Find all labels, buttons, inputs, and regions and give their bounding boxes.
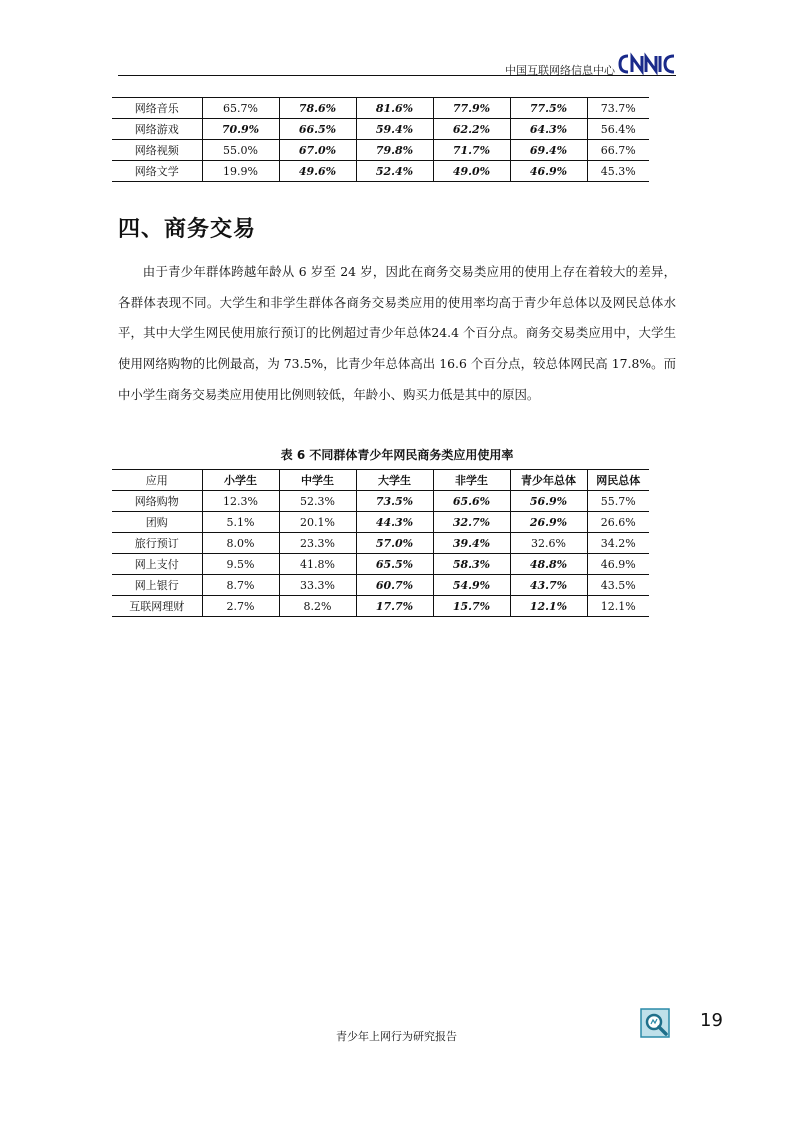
footer-report-title: 青少年上网行为研究报告	[336, 1030, 457, 1043]
page-number: 19	[700, 1010, 723, 1031]
table-cell: 59.4%	[356, 119, 433, 140]
table-cell: 71.7%	[433, 140, 510, 161]
table-cell: 46.9%	[510, 161, 587, 182]
table-cell: 45.3%	[587, 161, 649, 182]
column-header: 中学生	[279, 470, 356, 491]
table-cell: 32.6%	[510, 533, 587, 554]
table-cell: 65.7%	[202, 98, 279, 119]
table-row	[112, 575, 649, 596]
table-cell: 12.1%	[587, 596, 649, 617]
row-label: 网络视频	[112, 140, 202, 161]
row-label: 网络音乐	[112, 98, 202, 119]
table-cell: 62.2%	[433, 119, 510, 140]
table-cell: 44.3%	[356, 512, 433, 533]
table-cell: 48.8%	[510, 554, 587, 575]
table-row	[112, 512, 649, 533]
header-org-name: 中国互联网络信息中心	[505, 64, 615, 77]
row-label: 旅行预订	[112, 533, 202, 554]
table-cell: 79.8%	[356, 140, 433, 161]
table-cell: 58.3%	[433, 554, 510, 575]
row-label: 网络购物	[112, 491, 202, 512]
table-cell: 73.7%	[587, 98, 649, 119]
row-label: 网络文学	[112, 161, 202, 182]
table-cell: 65.5%	[356, 554, 433, 575]
table-cell: 66.7%	[587, 140, 649, 161]
usage-table-continued	[112, 97, 649, 182]
table-row	[112, 491, 649, 512]
table-cell: 77.5%	[510, 98, 587, 119]
table-cell: 66.5%	[279, 119, 356, 140]
table-cell: 34.2%	[587, 533, 649, 554]
table-cell: 70.9%	[202, 119, 279, 140]
table-cell: 19.9%	[202, 161, 279, 182]
column-header: 应用	[112, 470, 202, 491]
cnnic-logo	[618, 52, 676, 76]
table-row	[112, 119, 649, 140]
table-cell: 77.9%	[433, 98, 510, 119]
table-cell: 69.4%	[510, 140, 587, 161]
row-label: 网上支付	[112, 554, 202, 575]
table-row	[112, 554, 649, 575]
table-cell: 2.7%	[202, 596, 279, 617]
table-row	[112, 140, 649, 161]
table-cell: 55.0%	[202, 140, 279, 161]
table-cell: 56.9%	[510, 491, 587, 512]
table-cell: 15.7%	[433, 596, 510, 617]
table-cell: 5.1%	[202, 512, 279, 533]
table-cell: 49.6%	[279, 161, 356, 182]
column-header: 非学生	[433, 470, 510, 491]
table-cell: 54.9%	[433, 575, 510, 596]
table-cell: 26.9%	[510, 512, 587, 533]
table-cell: 12.1%	[510, 596, 587, 617]
table-row	[112, 161, 649, 182]
row-label: 互联网理财	[112, 596, 202, 617]
table-caption: 表 6 不同群体青少年网民商务类应用使用率	[280, 448, 514, 462]
table-cell: 9.5%	[202, 554, 279, 575]
magnifier-report-icon	[640, 1008, 670, 1038]
row-label: 网络游戏	[112, 119, 202, 140]
table-cell: 20.1%	[279, 512, 356, 533]
table-cell: 65.6%	[433, 491, 510, 512]
commerce-usage-table	[112, 469, 649, 617]
table-cell: 8.2%	[279, 596, 356, 617]
table-cell: 73.5%	[356, 491, 433, 512]
table-cell: 52.3%	[279, 491, 356, 512]
table-cell: 60.7%	[356, 575, 433, 596]
column-header: 网民总体	[587, 470, 649, 491]
table-cell: 67.0%	[279, 140, 356, 161]
table-cell: 46.9%	[587, 554, 649, 575]
table-cell: 26.6%	[587, 512, 649, 533]
header-rule	[118, 75, 676, 76]
table-row	[112, 533, 649, 554]
section-title: 四、商务交易	[118, 217, 257, 242]
table-cell: 57.0%	[356, 533, 433, 554]
table-cell: 39.4%	[433, 533, 510, 554]
table-cell: 56.4%	[587, 119, 649, 140]
table-cell: 17.7%	[356, 596, 433, 617]
table-cell: 55.7%	[587, 491, 649, 512]
row-label: 网上银行	[112, 575, 202, 596]
table-header-row	[112, 470, 649, 491]
column-header: 大学生	[356, 470, 433, 491]
column-header: 青少年总体	[510, 470, 587, 491]
section-paragraph: 由于青少年群体跨越年龄从 6 岁至 24 岁，因此在商务交易类应用的使用上存在着较大的差异，各群体表现不同。大学生和非学生群体各商务交易类应用的使用率均高于青少年总体以及网民总体水平，其中大学生网民使用旅行预订的比例超过青少年总体24.4 个百分点。商务交易类应用中，大学生使用网络购物的比例最高，为 73.5%，比青少年总体高出 16.6 个百分点，较总体网民高 17.8%。而中小学生商务交易类应用使用比例则较低，年龄小、购买力低是其中的原因。	[118, 264, 676, 402]
table-cell: 33.3%	[279, 575, 356, 596]
row-label: 团购	[112, 512, 202, 533]
table-cell: 41.8%	[279, 554, 356, 575]
table-row	[112, 596, 649, 617]
table-row	[112, 98, 649, 119]
table-cell: 32.7%	[433, 512, 510, 533]
table-cell: 81.6%	[356, 98, 433, 119]
table-cell: 78.6%	[279, 98, 356, 119]
table-cell: 43.5%	[587, 575, 649, 596]
table-cell: 52.4%	[356, 161, 433, 182]
table-cell: 49.0%	[433, 161, 510, 182]
table-cell: 12.3%	[202, 491, 279, 512]
table-cell: 8.0%	[202, 533, 279, 554]
column-header: 小学生	[202, 470, 279, 491]
table-cell: 43.7%	[510, 575, 587, 596]
table-cell: 23.3%	[279, 533, 356, 554]
table-cell: 8.7%	[202, 575, 279, 596]
table-cell: 64.3%	[510, 119, 587, 140]
